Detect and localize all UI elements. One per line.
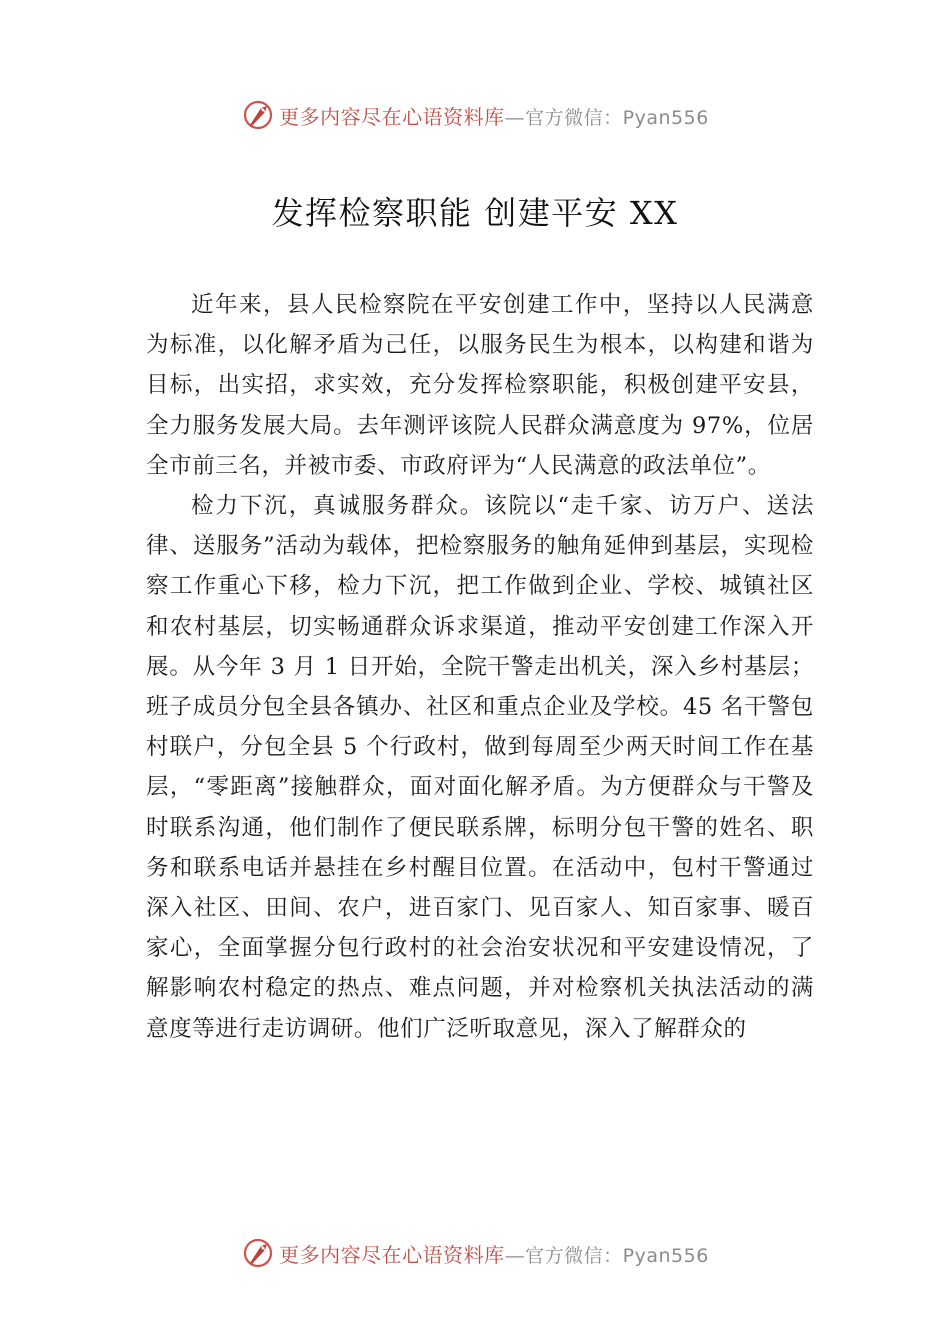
banner-wechat: 官方微信：Pyan556 [525,106,709,129]
pen-nib-logo-icon [241,1236,275,1270]
banner-text [279,101,709,130]
paragraph-1: 近年来，县人民检察院在平安创建工作中，坚持以人民满意为标准，以化解矛盾为己任，以服务民生为根本，以构建和谐为目标，出实招，求实效，充分发挥检察职能，积极创建平安县，全力服务发展大局。去年测评该院人民群众满意度为 97%，位居全市前三名，并被市委、市政府评为“人民满意的政法单位”。 [146,292,814,479]
document-body [146,285,814,1049]
header-banner [0,95,950,135]
banner-wechat: 官方微信：Pyan556 [525,1244,709,1267]
banner-lead: 更多内容尽在心语资料库 [279,104,505,129]
pen-nib-logo-icon [241,98,275,132]
footer-banner [0,1233,950,1273]
paragraph-2: 检力下沉，真诚服务群众。该院以“走千家、访万户、送法律、送服务”活动为载体，把检察服务的触角延伸到基层，实现检察工作重心下移，检力下沉，把工作做到企业、学校、城镇社区和农村基层，切实畅通群众诉求渠道，推动平安创建工作深入开展。从今年 3 月 1 日开始，全院干警走出机关，深入乡村基层；班子成员分包全县各镇办、社区和重点企业及学校。45 名干警包村联户，分包全县 5 个行政村，做到每周至少两天时间工作在基层，“零距离”接触群众，面对面化解矛盾。为方便群众与干警及时联系沟通，他们制作了便民联系牌，标明分包干警的姓名、职务和联系电话并悬挂在乡村醒目位置。在活动中，包村干警通过深入社区、田间、农户，进百家门、见百家人、知百家事、暖百家心，全面掌握分包行政村的社会治安状况和平安建设情况，了解影响农村稳定的热点、难点问题，并对检察机关执法活动的满意度等进行走访调研。他们广泛听取意见，深入了解群众的 [146,493,814,1042]
banner-dash: — [504,1242,526,1267]
banner-dash: — [504,104,526,129]
banner-text [279,1239,709,1268]
document-title: 发挥检察职能 创建平安 XX [271,194,679,232]
banner-lead: 更多内容尽在心语资料库 [279,1242,505,1267]
